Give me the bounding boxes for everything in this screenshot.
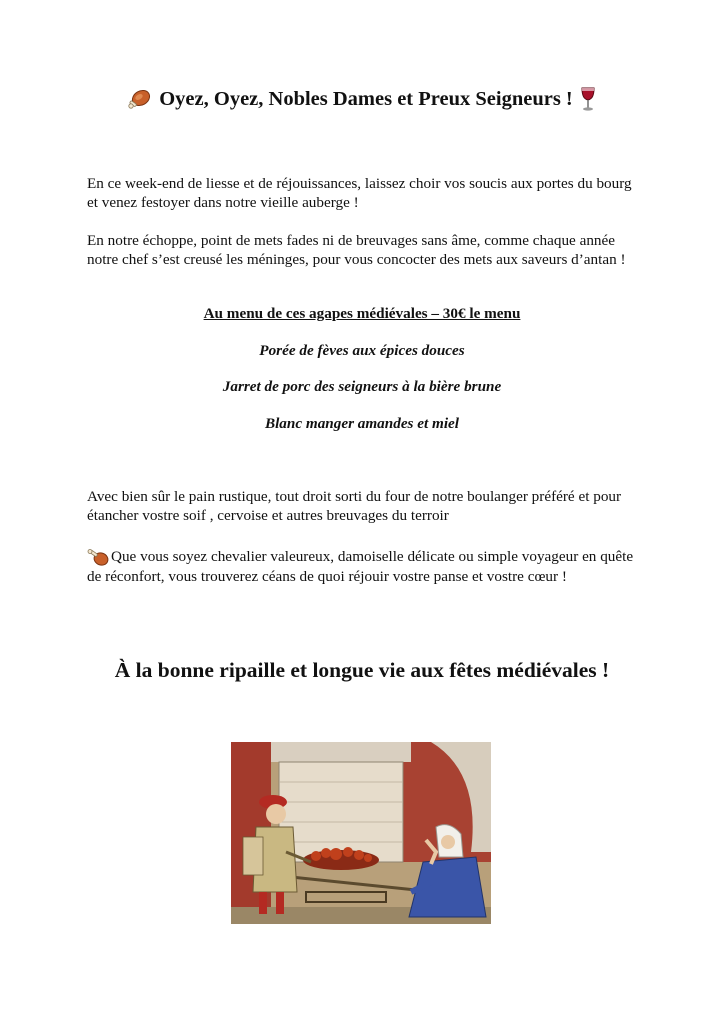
intro-paragraph-2: En notre échoppe, point de mets fades ni de breuvages sans âme, comme chaque année notre chef s’est creusé les méninges, pour vous concocter des mets aux saveurs d’antan ! <box>87 232 626 268</box>
menu-dish-2: Jarret de porc des seigneurs à la bière brune <box>222 378 502 395</box>
drumstick-icon <box>87 549 109 567</box>
roast-meat-icon <box>127 87 153 111</box>
extras-paragraph-2-text: Que vous soyez chevalier valeureux, damoiselle délicate ou simple voyageur en quête de réconfort, vous trouverez céans de quoi réjouir vostre panse et vostre cœur ! <box>87 548 634 585</box>
intro-paragraph-1: En ce week-end de liesse et de réjouissances, laissez choir vos soucis aux portes du bourg et venez festoyer dans notre vieille auberge ! <box>87 175 632 211</box>
extras-paragraph-1: Avec bien sûr le pain rustique, tout droit sorti du four de notre boulanger préféré et pour étancher vostre soif , cervoise et autres breuvages du terroir <box>87 488 622 524</box>
menu-dish-1: Porée de fèves aux épices douces <box>259 342 465 359</box>
page-title <box>0 86 724 112</box>
page-title-text: Oyez, Oyez, Nobles Dames et Preux Seigneurs ! <box>159 87 573 110</box>
closing-line: À la bonne ripaille et longue vie aux fêtes médiévales ! <box>114 658 610 682</box>
illustration-drawing <box>231 742 491 924</box>
menu-heading: Au menu de ces agapes médiévales – 30€ le menu <box>203 305 521 322</box>
extras-paragraph-2 <box>87 547 642 586</box>
medieval-cooking-illustration <box>231 742 491 924</box>
menu-dish-3: Blanc manger amandes et miel <box>264 415 460 432</box>
wine-glass-icon <box>579 86 597 112</box>
